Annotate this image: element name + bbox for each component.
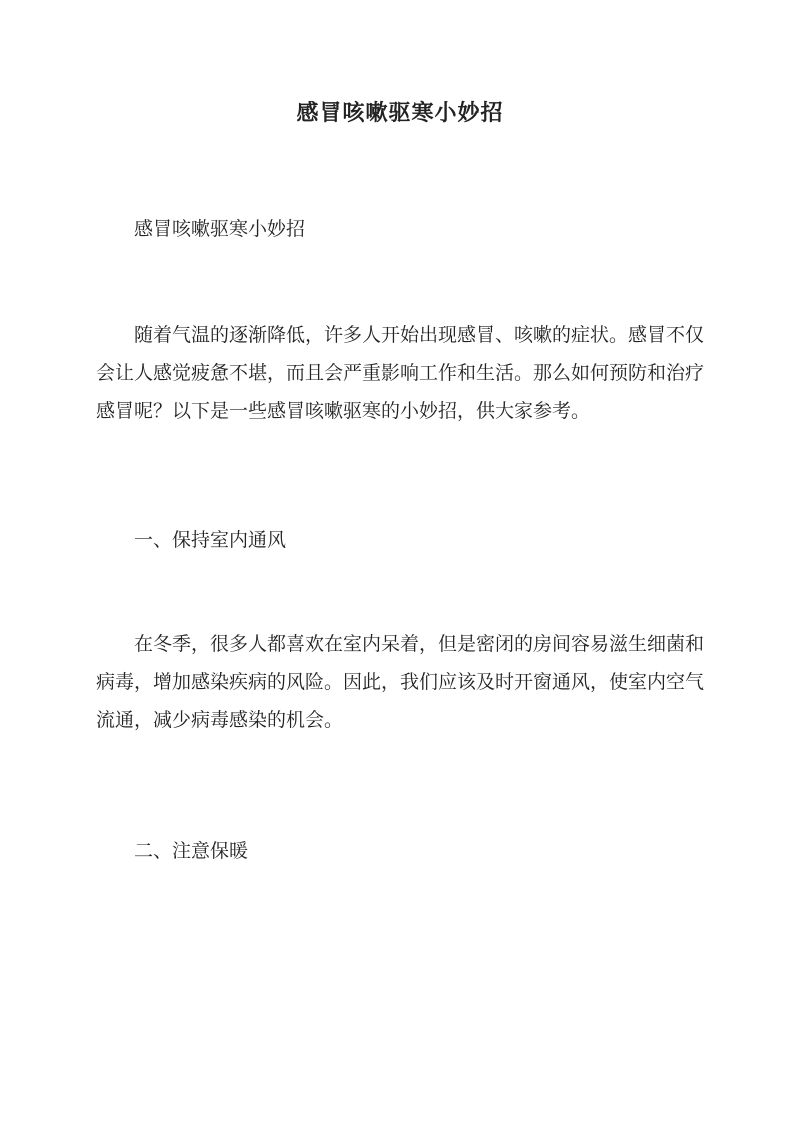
document-subtitle: 感冒咳嗽驱寒小妙招 [134,218,306,240]
document-title: 感冒咳嗽驱寒小妙招 [296,100,504,126]
intro-paragraph: 随着气温的逐渐降低，许多人开始出现感冒、咳嗽的症状。感冒不仅会让人感觉疲惫不堪，而且会严重影响工作和生活。那么如何预防和治疗感冒呢？以下是一些感冒咳嗽驱寒的小妙招，供大家参考。 [96,324,705,422]
section-body-ventilation: 在冬季，很多人都喜欢在室内呆着，但是密闭的房间容易滋生细菌和病毒，增加感染疾病的风险。因此，我们应该及时开窗通风，使室内空气流通，减少病毒感染的机会。 [96,633,705,731]
section-heading-keep-warm: 二、注意保暖 [134,840,249,862]
section-heading-ventilation: 一、保持室内通风 [134,529,287,551]
